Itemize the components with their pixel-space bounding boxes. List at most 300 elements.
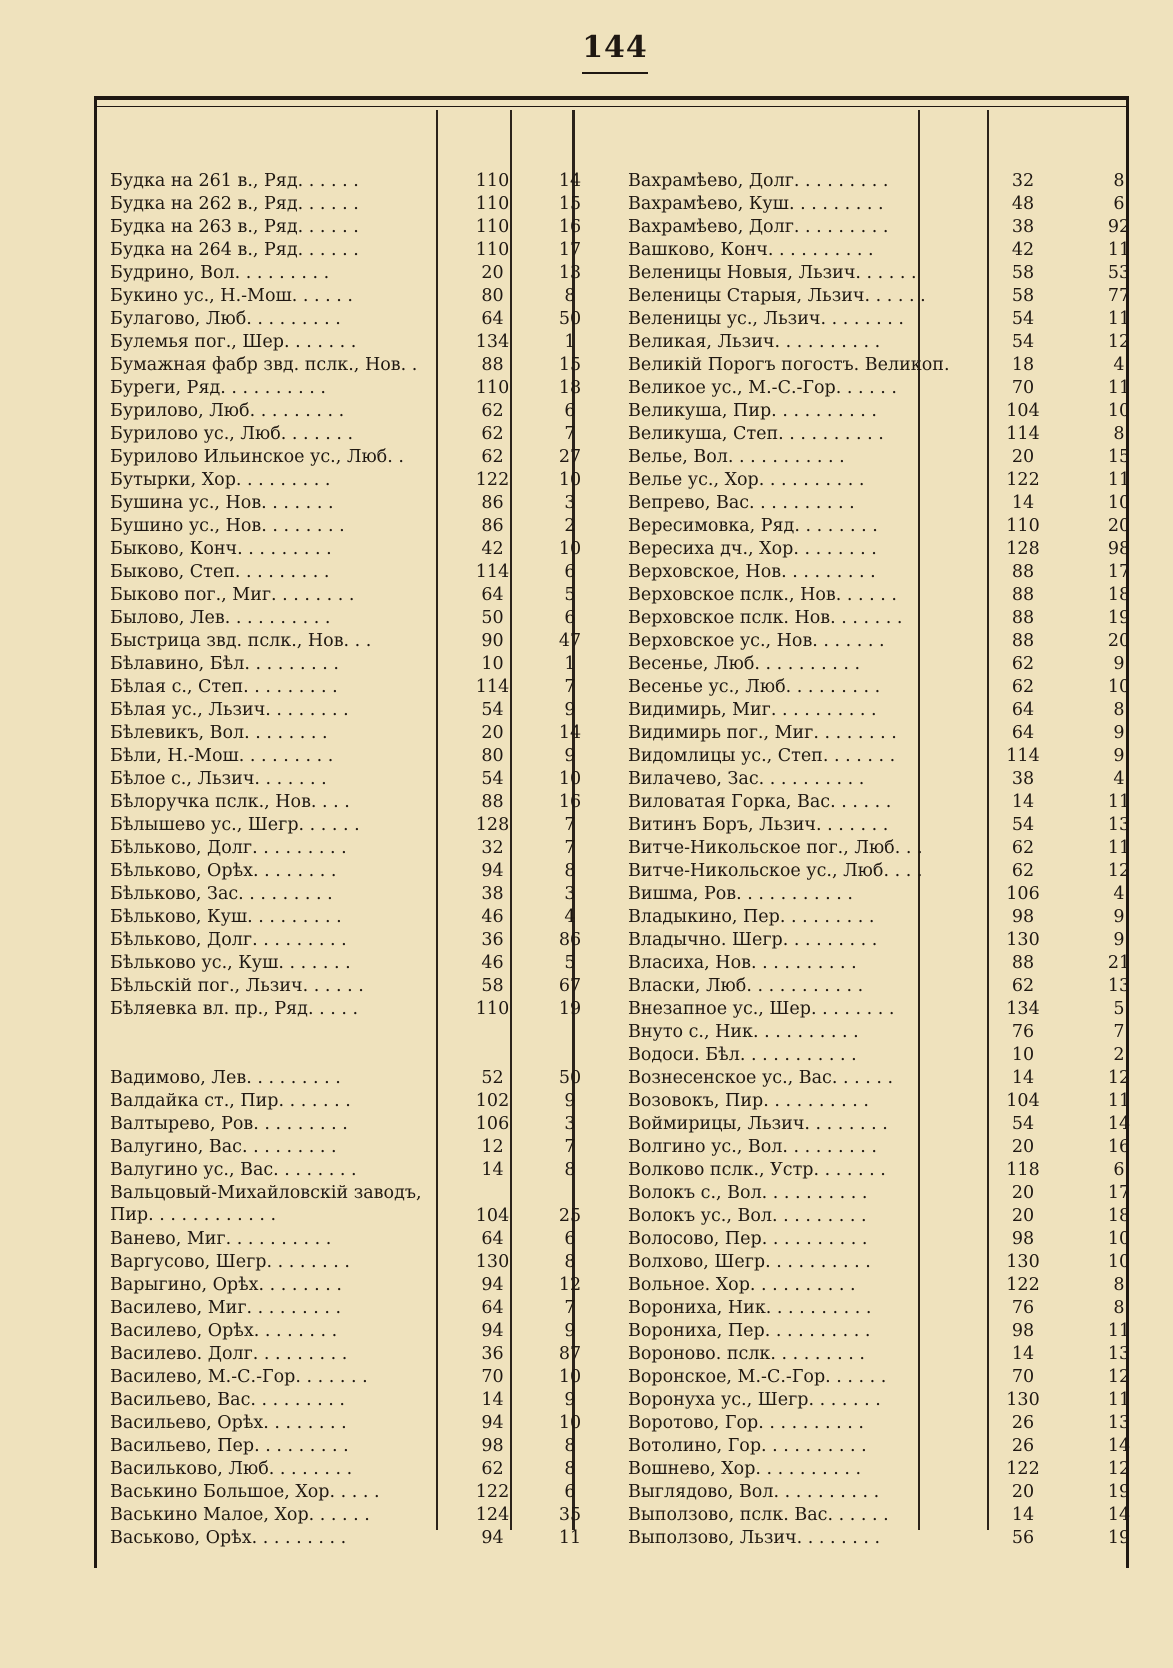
entry-number: 1 (564, 332, 576, 352)
page-ref: 94 (481, 1275, 504, 1295)
place-name: Бѣлая с., Степ. . . . . . . . . (110, 677, 338, 697)
page-ref: 110 (475, 999, 510, 1019)
place-name: Вересиха дч., Хор. . . . . . . . (628, 539, 877, 559)
page-ref: 58 (1011, 263, 1035, 283)
page-ref: 62 (1011, 677, 1035, 697)
place-name: Бурилово ус., Люб. . . . . . . (110, 424, 354, 444)
place-name: Воймирицы, Льзич. . . . . . . . (628, 1114, 888, 1134)
place-name: Верховское ус., Нов. . . . . . . (628, 631, 885, 651)
page-ref: 32 (481, 838, 504, 858)
entry-number: 6 (564, 401, 576, 421)
place-name: Владычно. Шегр. . . . . . . . . (628, 930, 878, 950)
place-name: Василево, Орѣх. . . . . . . . (110, 1321, 338, 1341)
page-ref: 64 (481, 1298, 504, 1318)
entry-number: 9 (564, 700, 576, 720)
entry-number: 13 (558, 263, 582, 283)
entry-number: 6 (564, 1229, 576, 1249)
page-ref: 50 (481, 608, 504, 628)
place-name: Васьково, Орѣх. . . . . . . . . (110, 1528, 347, 1548)
entry-number: 20 (1107, 516, 1131, 536)
page-ref: 124 (475, 1505, 510, 1525)
entry-number: 12 (1107, 1459, 1131, 1479)
place-name: Вотолино, Гор. . . . . . . . . . (628, 1436, 867, 1456)
entry-number: 10 (558, 1413, 582, 1433)
entry-number: 19 (558, 999, 582, 1019)
entry-number: 6 (1113, 194, 1125, 214)
entry-number: 14 (1107, 1114, 1131, 1134)
page-ref: 54 (481, 769, 504, 789)
entry-number: 6 (1113, 1160, 1125, 1180)
page-ref: 94 (481, 1528, 504, 1548)
page-ref: 20 (1011, 1137, 1035, 1157)
page-ref: 64 (481, 1229, 504, 1249)
entry-number: 10 (558, 539, 582, 559)
entry-number: 9 (564, 746, 576, 766)
place-name: Выползово, Льзич. . . . . . . . (628, 1528, 881, 1548)
place-name: Вошнево, Хор. . . . . . . . . . (628, 1459, 862, 1479)
entry-number: 14 (558, 171, 582, 191)
place-name: Бутырки, Хор. . . . . . . . . (110, 470, 331, 490)
entry-number: 5 (1113, 999, 1125, 1019)
place-name: Возовокъ, Пир. . . . . . . . . . (628, 1091, 869, 1111)
page-ref: 46 (481, 953, 504, 973)
entry-number: 5 (564, 585, 576, 605)
place-name: Ворониха, Ник. . . . . . . . . . (628, 1298, 872, 1318)
place-name: Бѣлышево ус., Шегр. . . . . . (110, 815, 360, 835)
place-name: Внуто с., Ник. . . . . . . . . . (628, 1022, 859, 1042)
frame-top-thin-rule (94, 106, 1129, 107)
place-name: Водоси. Бѣл. . . . . . . . . . . (628, 1045, 857, 1065)
entry-number: 8 (1113, 171, 1125, 191)
entry-number: 10 (1107, 493, 1131, 513)
place-name: Вашково, Конч. . . . . . . . . . (628, 240, 874, 260)
page-ref: 62 (1011, 654, 1035, 674)
entry-number: 21 (1107, 953, 1131, 973)
entry-number: 9 (1113, 930, 1125, 950)
place-name: Бѣлавино, Бѣл. . . . . . . . . (110, 654, 339, 674)
place-name: Бѣлое с., Льзич. . . . . . . (110, 769, 327, 789)
entry-number: 4 (1113, 884, 1125, 904)
place-name: Будка на 261 в., Ряд. . . . . . (110, 171, 359, 191)
page-ref: 42 (481, 539, 504, 559)
page-ref: 130 (1006, 1390, 1040, 1410)
entry-number: 16 (558, 217, 582, 237)
entry-number: 11 (1107, 309, 1131, 329)
entry-number: 50 (558, 1068, 582, 1088)
page-ref: 130 (1006, 930, 1040, 950)
entry-number: 17 (558, 240, 582, 260)
place-name: Бѣляевка вл. пр., Ряд. . . . . (110, 999, 359, 1019)
place-name: Бѣли, Н.-Мош. . . . . . . . . (110, 746, 334, 766)
page-ref: 14 (1011, 1068, 1035, 1088)
page-ref: 54 (1011, 309, 1035, 329)
place-name: Бѣльково ус., Куш. . . . . . . (110, 953, 351, 973)
entry-number: 8 (1113, 424, 1125, 444)
page-ref: 20 (1011, 1183, 1035, 1203)
entry-number: 10 (1107, 1229, 1131, 1249)
page-ref: 58 (481, 976, 504, 996)
page-ref: 88 (1011, 608, 1035, 628)
entry-number: 9 (1113, 746, 1125, 766)
entry-number: 10 (558, 1367, 582, 1387)
entry-number: 35 (558, 1505, 582, 1525)
place-name: Валугино ус., Вас. . . . . . . . (110, 1160, 357, 1180)
place-name: Власки, Люб. . . . . . . . . . . (628, 976, 864, 996)
place-name: Бѣлевикъ, Вол. . . . . . . . (110, 723, 328, 743)
place-name: Витче-Никольское пог., Люб. . . (628, 838, 923, 858)
page-ref: 64 (1011, 723, 1035, 743)
entry-number: 17 (1107, 562, 1131, 582)
page-ref: 46 (481, 907, 504, 927)
page-ref: 32 (1011, 171, 1035, 191)
page-ref: 18 (1011, 355, 1035, 375)
place-name: Видомлицы ус., Степ. . . . . . . (628, 746, 896, 766)
entry-number: 7 (564, 424, 576, 444)
page-ref: 62 (481, 1459, 504, 1479)
place-name: Власиха, Нов. . . . . . . . . . (628, 953, 857, 973)
place-name: Быково, Степ. . . . . . . . . (110, 562, 330, 582)
entry-number: 67 (558, 976, 582, 996)
page-ref: 38 (481, 884, 504, 904)
page-ref: 64 (1011, 700, 1035, 720)
entry-number: 19 (1107, 1482, 1131, 1502)
page-ref: 62 (1011, 838, 1035, 858)
place-name: Вахрамѣево, Куш. . . . . . . . . (628, 194, 884, 214)
place-name: Бѣльково, Долг. . . . . . . . . (110, 838, 347, 858)
place-name: Будка на 262 в., Ряд. . . . . . (110, 194, 359, 214)
frame-top-rule (94, 96, 1129, 100)
page-ref: 52 (481, 1068, 504, 1088)
place-name: Витинъ Боръ, Льзич. . . . . . . (628, 815, 889, 835)
entry-number: 11 (1107, 470, 1131, 490)
place-name: Виловатая Горка, Вас. . . . . . (628, 792, 892, 812)
page-ref: 20 (481, 263, 504, 283)
page-ref: 64 (481, 585, 504, 605)
place-name: Воротово, Гор. . . . . . . . . . (628, 1413, 864, 1433)
page-ref: 110 (475, 240, 510, 260)
place-name: Вадимово, Лев. . . . . . . . . (110, 1068, 341, 1088)
place-name: Владыкино, Пер. . . . . . . . . (628, 907, 875, 927)
place-name: Весенье, Люб. . . . . . . . . . (628, 654, 861, 674)
entry-number: 8 (1113, 1275, 1125, 1295)
entry-number: 15 (558, 355, 582, 375)
entry-number: 4 (1113, 355, 1125, 375)
page-ref: 62 (481, 447, 504, 467)
place-name: Веленицы Новыя, Льзич. . . . . . (628, 263, 917, 283)
page-ref: 62 (481, 424, 504, 444)
page-ref: 114 (1006, 746, 1040, 766)
page-ref: 130 (475, 1252, 510, 1272)
place-name: Будка на 264 в., Ряд. . . . . . (110, 240, 359, 260)
entry-number: 20 (1107, 631, 1131, 651)
place-name: Будка на 263 в., Ряд. . . . . . (110, 217, 359, 237)
place-name: Васильево, Орѣх. . . . . . . . (110, 1413, 347, 1433)
place-name: Вороново. пслк. . . . . . . . . (628, 1344, 865, 1364)
page-ref: 62 (1011, 861, 1035, 881)
page-ref: 36 (481, 930, 504, 950)
page-ref: 70 (481, 1367, 504, 1387)
page-ref: 102 (475, 1091, 510, 1111)
entry-number: 6 (564, 608, 576, 628)
place-name: Верховское пслк., Нов. . . . . . (628, 585, 897, 605)
entry-number: 5 (564, 953, 576, 973)
page-ref: 106 (1006, 884, 1040, 904)
place-name: Волосово, Пер. . . . . . . . . . (628, 1229, 868, 1249)
place-name: Вольное. Хор. . . . . . . . . . (628, 1275, 856, 1295)
place-name: Бѣлая ус., Льзич. . . . . . . . (110, 700, 349, 720)
page-ref: 70 (1011, 378, 1035, 398)
page-ref: 122 (475, 470, 510, 490)
place-name: Васильево, Пер. . . . . . . . . (110, 1436, 349, 1456)
entry-number: 13 (1107, 1344, 1131, 1364)
page-ref: 54 (1011, 332, 1035, 352)
place-name: Былово, Лев. . . . . . . . . . (110, 608, 331, 628)
entry-number: 2 (1113, 1045, 1125, 1065)
entry-number: 10 (1107, 1252, 1131, 1272)
entry-number: 1 (564, 654, 576, 674)
entry-number: 3 (564, 493, 576, 513)
place-name: Васильево, Вас. . . . . . . . . (110, 1390, 345, 1410)
place-name: Волокъ с., Вол. . . . . . . . . . (628, 1183, 868, 1203)
page-ref: 134 (1006, 999, 1040, 1019)
place-name: Валугино, Вас. . . . . . . . . (110, 1137, 337, 1157)
page-ref: 98 (1011, 907, 1035, 927)
entry-number: 11 (1107, 1321, 1131, 1341)
place-name: Выглядово, Вол. . . . . . . . . . (628, 1482, 880, 1502)
page-ref: 76 (1011, 1298, 1035, 1318)
entry-number: 14 (1107, 1436, 1131, 1456)
place-name: Бумажная фабр звд. пслк., Нов. . (110, 355, 418, 375)
place-name: Васькино Малое, Хор. . . . . . (110, 1505, 370, 1525)
place-name: Бѣльково, Долг. . . . . . . . . (110, 930, 347, 950)
entry-number: 50 (558, 309, 582, 329)
page-ref: 54 (1011, 1114, 1035, 1134)
page-ref: 98 (1011, 1321, 1035, 1341)
entry-number: 27 (558, 447, 582, 467)
entry-number: 17 (1107, 1183, 1131, 1203)
entry-number: 10 (1107, 401, 1131, 421)
entry-number: 7 (564, 677, 576, 697)
page-ref: 26 (1011, 1413, 1035, 1433)
place-name: Верховское, Нов. . . . . . . . . (628, 562, 876, 582)
entry-number: 8 (1113, 700, 1125, 720)
place-name: Велье ус., Хор. . . . . . . . . . (628, 470, 865, 490)
page-ref: 20 (1011, 1206, 1035, 1226)
page-ref: 38 (1011, 217, 1035, 237)
page-ref: 20 (481, 723, 504, 743)
page-ref: 76 (1011, 1022, 1035, 1042)
entry-number: 9 (1113, 907, 1125, 927)
page-ref: 48 (1011, 194, 1035, 214)
page-ref: 114 (475, 677, 510, 697)
place-name: Бѣльково, Куш. . . . . . . . . (110, 907, 342, 927)
entry-number: 19 (1107, 608, 1131, 628)
entry-number: 18 (558, 378, 582, 398)
page-ref: 10 (1011, 1045, 1035, 1065)
page-ref: 54 (1011, 815, 1035, 835)
place-name: Воронуха ус., Шегр. . . . . . . (628, 1390, 881, 1410)
entry-number: 16 (1107, 1137, 1131, 1157)
place-name: Бѣльскій пог., Льзич. . . . . . (110, 976, 364, 996)
page-ref: 14 (1011, 493, 1035, 513)
entry-number: 11 (1107, 1390, 1131, 1410)
page-ref: 20 (1011, 1482, 1035, 1502)
place-name: Ворониха, Пер. . . . . . . . . . (628, 1321, 871, 1341)
entry-number: 13 (1107, 976, 1131, 996)
page-ref: 88 (1011, 631, 1035, 651)
place-name: Варгусово, Шегр. . . . . . . . (110, 1252, 350, 1272)
page-ref: 14 (481, 1160, 504, 1180)
place-name: Вишма, Ров. . . . . . . . . . . (628, 884, 853, 904)
place-name: Бушина ус., Нов. . . . . . . (110, 493, 334, 513)
place-name: Вальцовый-Михайловскій заводъ, Пир. . . . . . . . . . . . (110, 1183, 422, 1225)
entry-number: 14 (558, 723, 582, 743)
page-ref: 58 (1011, 286, 1035, 306)
page-ref: 86 (481, 493, 504, 513)
place-name: Внезапное ус., Шер. . . . . . . . (628, 999, 895, 1019)
page-ref: 88 (1011, 562, 1035, 582)
page-ref: 36 (481, 1344, 504, 1364)
page-ref: 118 (1006, 1160, 1040, 1180)
entry-number: 15 (1107, 447, 1131, 467)
entry-number: 8 (564, 1459, 576, 1479)
place-name: Весенье ус., Люб. . . . . . . . . (628, 677, 881, 697)
entry-number: 12 (1107, 861, 1131, 881)
page-ref: 88 (1011, 585, 1035, 605)
page-ref: 14 (481, 1390, 504, 1410)
page-ref: 80 (481, 746, 504, 766)
entry-number: 3 (564, 884, 576, 904)
entry-number: 7 (564, 1137, 576, 1157)
place-name: Верховское пслк. Нов. . . . . . . (628, 608, 903, 628)
entry-number: 7 (1113, 1022, 1125, 1042)
entry-number: 98 (1107, 539, 1131, 559)
place-name: Бушино ус., Нов. . . . . . . . (110, 516, 345, 536)
page-ref: 88 (1011, 953, 1035, 973)
place-name: Василево. Долг. . . . . . . . . (110, 1344, 348, 1364)
page-ref: 122 (1006, 1459, 1040, 1479)
page-ref: 98 (481, 1436, 504, 1456)
place-name: Василево, Миг. . . . . . . . . (110, 1298, 342, 1318)
place-name: Великое ус., М.-С.-Гор. . . . . . (628, 378, 897, 398)
place-name: Букино ус., Н.-Мош. . . . . . (110, 286, 353, 306)
page-ref: 110 (475, 217, 510, 237)
entry-number: 18 (1107, 1206, 1131, 1226)
page-ref: 90 (481, 631, 504, 651)
entry-number: 8 (564, 1436, 576, 1456)
entry-number: 77 (1107, 286, 1131, 306)
page-ref: 122 (1006, 470, 1040, 490)
entry-number: 15 (558, 194, 582, 214)
entry-number: 11 (1107, 1091, 1131, 1111)
place-name: Велье, Вол. . . . . . . . . . . (628, 447, 845, 467)
place-name: Варыгино, Орѣх. . . . . . . . (110, 1275, 342, 1295)
page-ref: 14 (1011, 1344, 1035, 1364)
entry-number: 11 (558, 1528, 582, 1548)
page-ref: 130 (1006, 1252, 1040, 1272)
place-name: Вахрамѣево, Долг. . . . . . . . . (628, 171, 889, 191)
entry-number: 13 (1107, 1413, 1131, 1433)
page-ref: 110 (475, 194, 510, 214)
page-ref: 54 (481, 700, 504, 720)
place-name: Выползово, пслк. Вас. . . . . . (628, 1505, 889, 1525)
entry-number: 7 (564, 1298, 576, 1318)
entry-number: 12 (558, 1275, 582, 1295)
entry-number: 86 (558, 930, 582, 950)
page-ref: 62 (1011, 976, 1035, 996)
page-ref: 70 (1011, 1367, 1035, 1387)
entry-number: 11 (1107, 240, 1131, 260)
entry-number: 14 (1107, 1505, 1131, 1525)
page-ref: 128 (475, 815, 510, 835)
place-name: Волково пслк., Устр. . . . . . . (628, 1160, 886, 1180)
page-ref: 106 (475, 1114, 510, 1134)
place-name: Веленицы ус., Льзич. . . . . . . . (628, 309, 904, 329)
place-name: Вепрево, Вас. . . . . . . . . . (628, 493, 855, 513)
place-name: Ванево, Миг. . . . . . . . . . (110, 1229, 332, 1249)
page-ref: 26 (1011, 1436, 1035, 1456)
place-name: Великуша, Степ. . . . . . . . . . (628, 424, 884, 444)
place-name: Бурилово, Люб. . . . . . . . . (110, 401, 345, 421)
place-name: Великій Порогъ погостъ. Великоп. (628, 355, 950, 375)
page-ref: 88 (481, 355, 504, 375)
page-ref: 14 (1011, 792, 1035, 812)
entry-number: 7 (564, 815, 576, 835)
page-ref: 98 (1011, 1229, 1035, 1249)
entry-number: 11 (1107, 378, 1131, 398)
place-name: Волокъ ус., Вол. . . . . . . . . (628, 1206, 867, 1226)
entry-number: 10 (1107, 677, 1131, 697)
entry-number: 4 (564, 907, 576, 927)
place-name: Видимирь, Миг. . . . . . . . . . (628, 700, 877, 720)
place-name: Витче-Никольское ус., Люб. . . . (628, 861, 923, 881)
place-name: Бѣльково, Орѣх. . . . . . . . (110, 861, 337, 881)
page-ref: 62 (481, 401, 504, 421)
entry-number: 19 (1107, 1528, 1131, 1548)
entry-number: 87 (558, 1344, 582, 1364)
page-ref: 20 (1011, 447, 1035, 467)
entry-number: 7 (564, 838, 576, 858)
entry-number: 8 (564, 861, 576, 881)
page-ref: 122 (475, 1482, 510, 1502)
place-name: Быково пог., Миг. . . . . . . . (110, 585, 355, 605)
page-ref: 14 (1011, 1505, 1035, 1525)
place-name: Вахрамѣево, Долг. . . . . . . . . (628, 217, 889, 237)
entry-number: 16 (558, 792, 582, 812)
entry-number: 9 (1113, 654, 1125, 674)
place-name: Вересимовка, Ряд. . . . . . . . (628, 516, 878, 536)
place-name: Волхово, Шегр. . . . . . . . . . (628, 1252, 871, 1272)
page-ref: 56 (1011, 1528, 1035, 1548)
place-name: Валдайка ст., Пир. . . . . . . (110, 1091, 351, 1111)
page-ref: 110 (475, 171, 510, 191)
entry-number: 12 (1107, 1068, 1131, 1088)
page-ref: 94 (481, 1413, 504, 1433)
place-name: Бѣлоручка пслк., Нов. . . . (110, 792, 350, 812)
place-name: Быково, Конч. . . . . . . . . (110, 539, 332, 559)
place-name: Васильково, Люб. . . . . . . . (110, 1459, 353, 1479)
page-ref: 122 (1006, 1275, 1040, 1295)
page-ref: 110 (1006, 516, 1040, 536)
entry-number: 9 (564, 1091, 576, 1111)
entry-number: 12 (1107, 332, 1131, 352)
page-ref: 134 (475, 332, 510, 352)
entry-number: 11 (1107, 838, 1131, 858)
entry-number: 9 (564, 1321, 576, 1341)
page-ref: 12 (481, 1137, 504, 1157)
place-name: Будрино, Вол. . . . . . . . . (110, 263, 330, 283)
place-name: Веленицы Старыя, Льзич. . . . . . (628, 286, 926, 306)
